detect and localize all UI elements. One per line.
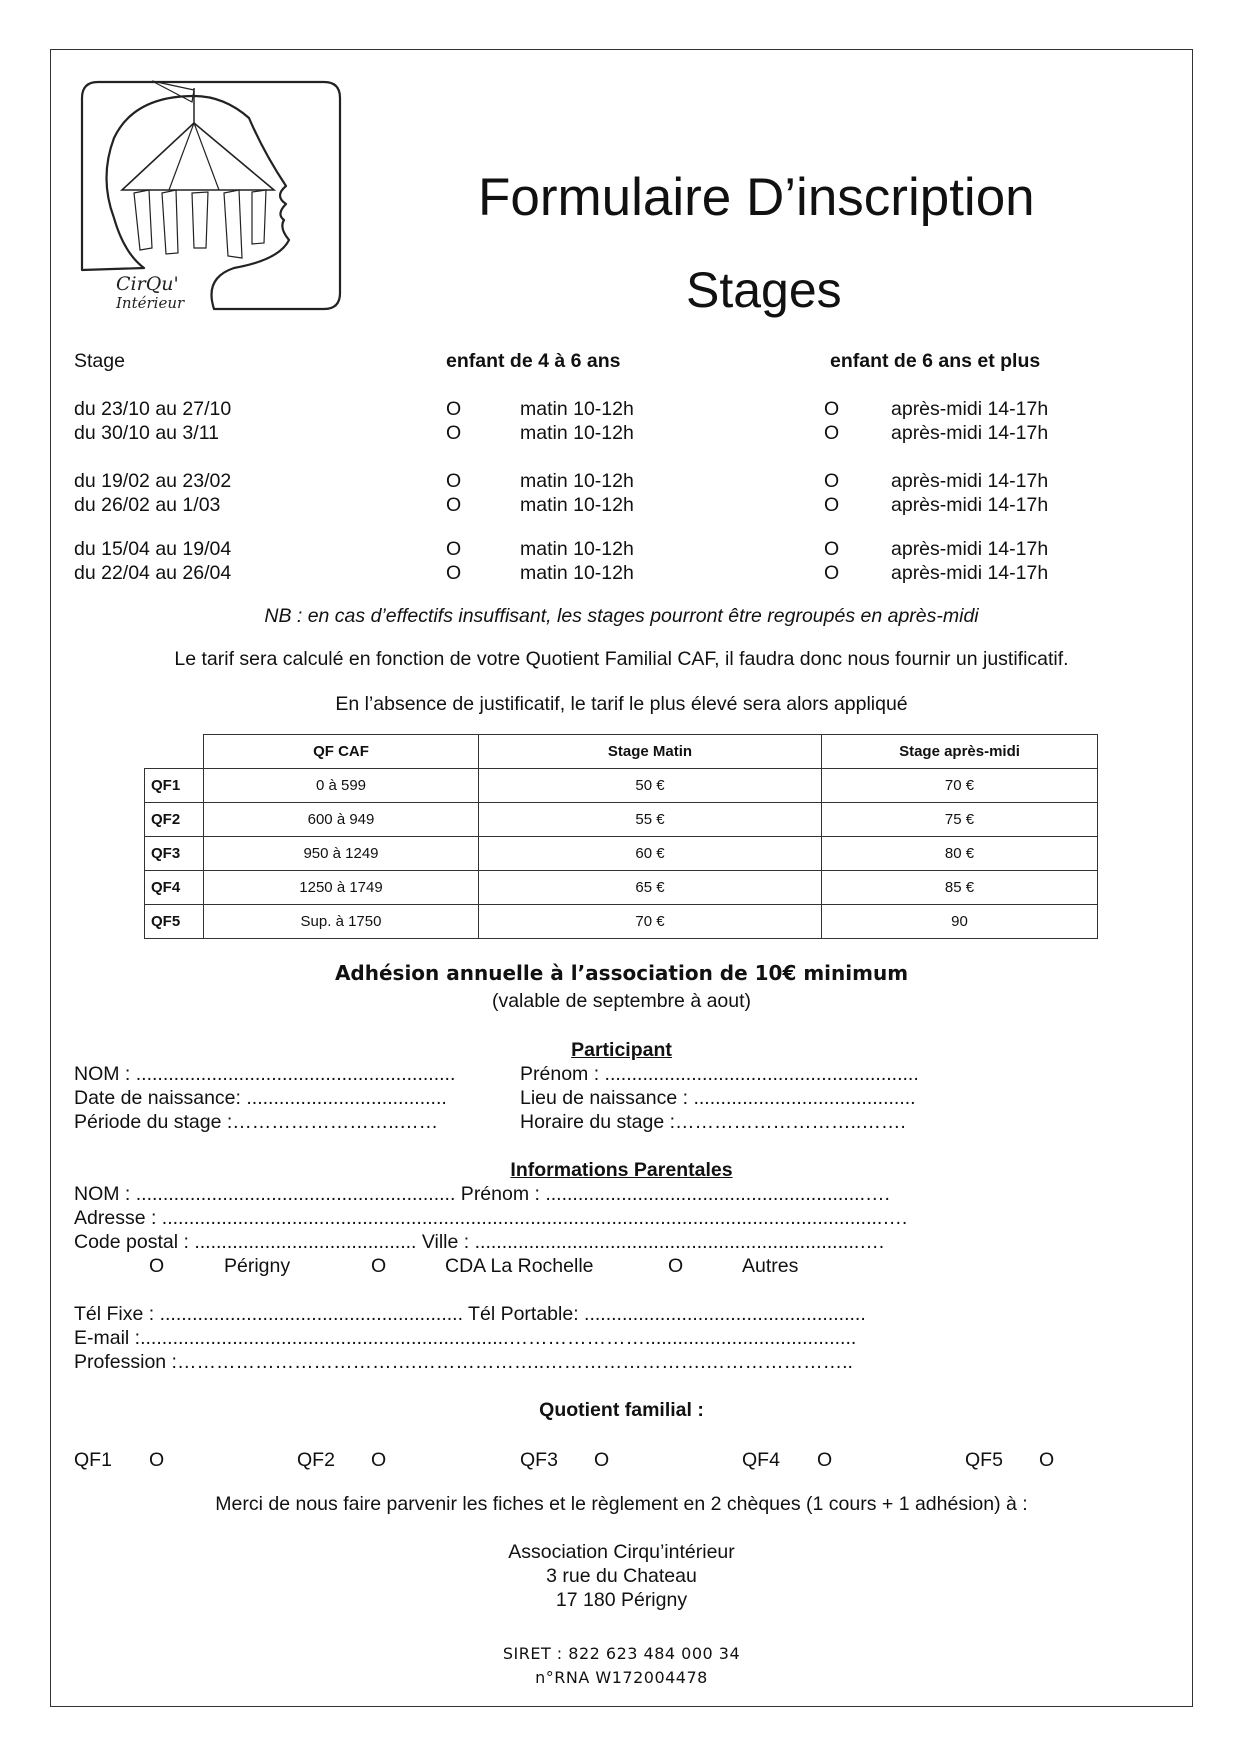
row-range: 1250 à 1749: [204, 871, 479, 905]
col-young: enfant de 4 à 6 ans: [446, 350, 621, 372]
qf4-checkbox[interactable]: O: [817, 1449, 833, 1471]
row-range: 0 à 599: [204, 769, 479, 803]
morning-label: matin 10-12h: [520, 562, 634, 584]
row-qf: QF3: [145, 837, 204, 871]
afternoon-checkbox[interactable]: O: [824, 398, 840, 420]
nb-note: NB : en cas d’effectifs insuffisant, les stages pourront être regroupés en après-midi: [264, 605, 979, 627]
quotient-heading: Quotient familial :: [539, 1399, 704, 1421]
afternoon-checkbox[interactable]: O: [824, 562, 840, 584]
row-qf: QF1: [145, 769, 204, 803]
rna: n°RNA W172004478: [535, 1668, 708, 1687]
row-date: du 30/10 au 3/11: [74, 422, 219, 444]
page-subtitle: Stages: [686, 262, 842, 318]
afternoon-label: après-midi 14-17h: [891, 470, 1049, 492]
qf1-checkbox[interactable]: O: [149, 1449, 165, 1471]
table-row: [145, 871, 1098, 905]
logo-text-2: Intérieur: [116, 294, 185, 312]
row-range: 950 à 1249: [204, 837, 479, 871]
qf5-checkbox[interactable]: O: [1039, 1449, 1055, 1471]
row-aprem: 70 €: [822, 769, 1098, 803]
row-date: du 22/04 au 26/04: [74, 562, 232, 584]
row-matin: 65 €: [479, 871, 822, 905]
row-range: 600 à 949: [204, 803, 479, 837]
parent-email-field[interactable]: E-mail :....................................................................………………….......................................: [74, 1327, 857, 1349]
table-row: [145, 905, 1098, 939]
morning-label: matin 10-12h: [520, 538, 634, 560]
table-row: [145, 769, 1098, 803]
assoc-street: 3 rue du Chateau: [546, 1565, 697, 1587]
absence-note: En l’absence de justificatif, le tarif le plus élevé sera alors appliqué: [335, 693, 908, 715]
cirquinterieur-logo: [74, 78, 344, 313]
afternoon-checkbox[interactable]: O: [824, 494, 840, 516]
tarif-note: Le tarif sera calculé en fonction de votre Quotient Familial CAF, il faudra donc nous fournir un justificatif.: [174, 648, 1069, 670]
row-date: du 19/02 au 23/02: [74, 470, 232, 492]
afternoon-checkbox[interactable]: O: [824, 422, 840, 444]
morning-checkbox[interactable]: O: [446, 562, 462, 584]
table-row: [145, 803, 1098, 837]
commune-autres-checkbox[interactable]: O: [668, 1255, 684, 1277]
parent-phone-field[interactable]: Tél Fixe : ........................................................ Tél Portable: ....................................................: [74, 1303, 866, 1325]
morning-checkbox[interactable]: O: [446, 470, 462, 492]
morning-checkbox[interactable]: O: [446, 398, 462, 420]
row-aprem: 75 €: [822, 803, 1098, 837]
adhesion-validity: (valable de septembre à aout): [491, 990, 752, 1012]
morning-label: matin 10-12h: [520, 422, 634, 444]
morning-checkbox[interactable]: O: [446, 538, 462, 560]
send-instructions: Merci de nous faire parvenir les fiches et le règlement en 2 chèques (1 cours + 1 adhésion) à :: [215, 1493, 1028, 1515]
row-qf: QF5: [145, 905, 204, 939]
table-header-row: [145, 735, 1098, 769]
logo-text-1: CirQu': [116, 273, 179, 295]
morning-label: matin 10-12h: [520, 470, 634, 492]
commune-cda-checkbox[interactable]: O: [371, 1255, 387, 1277]
row-date: du 23/10 au 27/10: [74, 398, 232, 420]
row-aprem: 80 €: [822, 837, 1098, 871]
participant-prenom-field[interactable]: Prénom : ..........................................................: [520, 1063, 919, 1085]
participant-period-field[interactable]: Période du stage :……………………..……: [74, 1111, 439, 1133]
parent-address-field[interactable]: Adresse : .....................................................................................................................................….: [74, 1207, 908, 1229]
assoc-city: 17 180 Périgny: [555, 1589, 688, 1611]
header-stage-matin: Stage Matin: [479, 735, 822, 769]
col-old: enfant de 6 ans et plus: [830, 350, 1041, 372]
participant-birthplace-field[interactable]: Lieu de naissance : .........................................: [520, 1087, 916, 1109]
parents-heading: Informations Parentales: [510, 1159, 733, 1181]
row-date: du 15/04 au 19/04: [74, 538, 232, 560]
row-matin: 60 €: [479, 837, 822, 871]
participant-heading: Participant: [571, 1039, 672, 1061]
row-aprem: 85 €: [822, 871, 1098, 905]
parent-profession-field[interactable]: Profession :……………………………….………………..…………………….…………………..: [74, 1351, 853, 1373]
header-stage-apres-midi: Stage après-midi: [822, 735, 1098, 769]
col-stage: Stage: [74, 350, 125, 372]
row-matin: 70 €: [479, 905, 822, 939]
commune-perigny-label: Périgny: [224, 1255, 291, 1277]
qf2-label: QF2: [297, 1449, 335, 1471]
assoc-name: Association Cirqu’intérieur: [508, 1541, 735, 1563]
morning-label: matin 10-12h: [520, 398, 634, 420]
morning-checkbox[interactable]: O: [446, 422, 462, 444]
afternoon-label: après-midi 14-17h: [891, 538, 1049, 560]
header-qf-caf: QF CAF: [204, 735, 479, 769]
table-row: [145, 837, 1098, 871]
qf3-checkbox[interactable]: O: [594, 1449, 610, 1471]
commune-autres-label: Autres: [742, 1255, 799, 1277]
page-title: Formulaire D’inscription: [478, 168, 1035, 227]
adhesion-title: Adhésion annuelle à l’association de 10€ minimum: [334, 961, 909, 985]
morning-checkbox[interactable]: O: [446, 494, 462, 516]
participant-schedule-field[interactable]: Horaire du stage :………………………..…….: [520, 1111, 906, 1133]
row-date: du 26/02 au 1/03: [74, 494, 221, 516]
row-aprem: 90: [822, 905, 1098, 939]
row-qf: QF2: [145, 803, 204, 837]
row-matin: 55 €: [479, 803, 822, 837]
afternoon-checkbox[interactable]: O: [824, 538, 840, 560]
row-range: Sup. à 1750: [204, 905, 479, 939]
afternoon-label: après-midi 14-17h: [891, 494, 1049, 516]
tarif-table: [144, 734, 1098, 939]
siret: SIRET : 822 623 484 000 34: [502, 1644, 741, 1663]
table-corner: [145, 735, 204, 769]
qf4-label: QF4: [742, 1449, 780, 1471]
participant-nom-field[interactable]: NOM : ...........................................................: [74, 1063, 456, 1085]
parent-postal-city-field[interactable]: Code postal : ......................................... Ville : .......................................................................….: [74, 1231, 885, 1253]
qf2-checkbox[interactable]: O: [371, 1449, 387, 1471]
row-qf: QF4: [145, 871, 204, 905]
parent-name-field[interactable]: NOM : ........................................................... Prénom : ...........................................................….: [74, 1183, 890, 1205]
qf1-label: QF1: [74, 1449, 112, 1471]
afternoon-label: après-midi 14-17h: [891, 422, 1049, 444]
row-matin: 50 €: [479, 769, 822, 803]
afternoon-checkbox[interactable]: O: [824, 470, 840, 492]
afternoon-label: après-midi 14-17h: [891, 562, 1049, 584]
qf5-label: QF5: [965, 1449, 1003, 1471]
morning-label: matin 10-12h: [520, 494, 634, 516]
commune-cda-label: CDA La Rochelle: [445, 1255, 594, 1277]
qf3-label: QF3: [520, 1449, 558, 1471]
participant-birthdate-field[interactable]: Date de naissance: .....................................: [74, 1087, 447, 1109]
afternoon-label: après-midi 14-17h: [891, 398, 1049, 420]
commune-perigny-checkbox[interactable]: O: [149, 1255, 165, 1277]
